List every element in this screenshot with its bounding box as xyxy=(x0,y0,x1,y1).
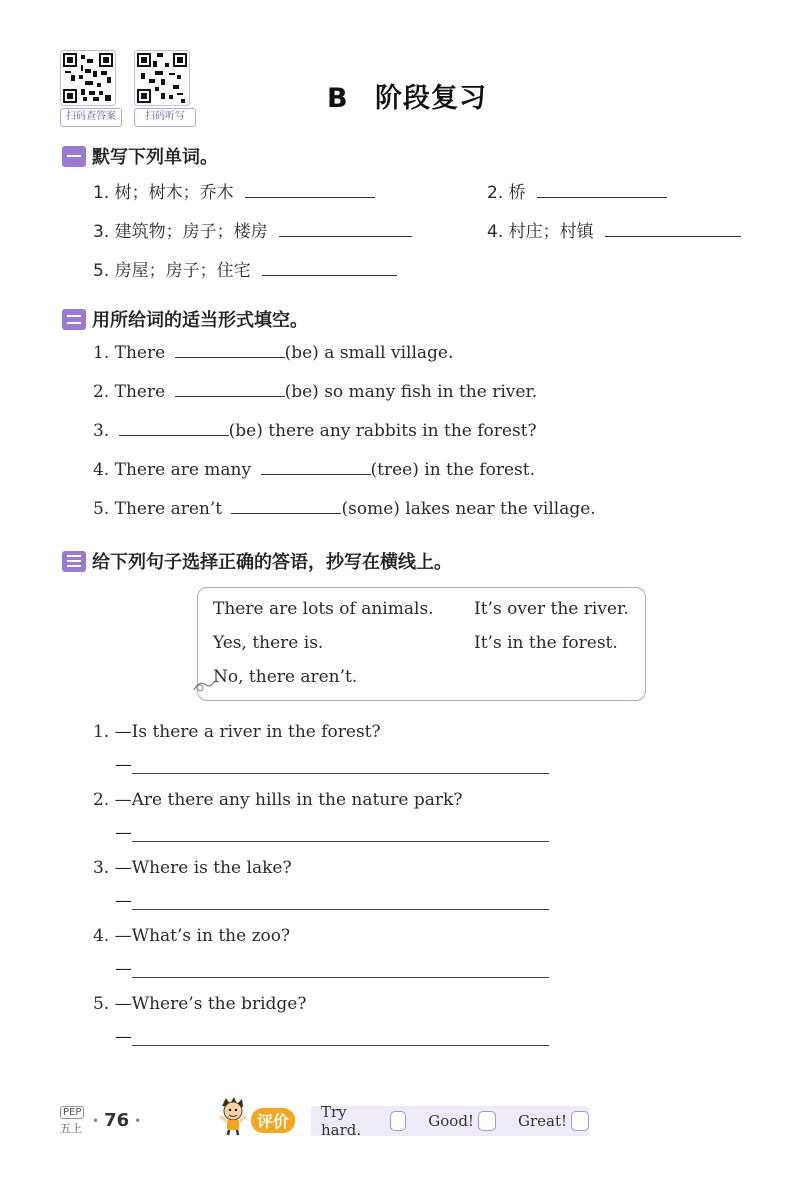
title-letter: B xyxy=(327,83,349,114)
s1-item-1 xyxy=(93,178,375,203)
answer-blank[interactable] xyxy=(262,274,397,276)
eval-bar xyxy=(311,1103,589,1139)
section-1-heading xyxy=(62,143,218,169)
section-2-badge-icon xyxy=(62,309,86,330)
page-number-block xyxy=(92,1110,141,1131)
dot-right-icon: • xyxy=(134,1113,142,1128)
section-1-badge-icon xyxy=(62,146,86,167)
checkbox[interactable] xyxy=(571,1111,589,1131)
answer-blank[interactable] xyxy=(119,434,229,436)
s3-question-5: 5. —Where’s the bridge? xyxy=(93,994,307,1014)
section-3-badge-icon xyxy=(62,551,86,572)
eval-option-label: Great! xyxy=(517,1112,567,1130)
eval-label-badge xyxy=(251,1108,295,1133)
section-3-heading xyxy=(62,548,452,574)
section-2-heading-text: 用所给词的适当形式填空。 xyxy=(92,310,308,331)
eval-label: 评价 xyxy=(257,1112,290,1131)
checkbox[interactable] xyxy=(390,1111,407,1131)
s2-item-prefix: 4. There are many xyxy=(93,460,252,480)
s2-item-suffix: (be) there any rabbits in the forest? xyxy=(228,421,537,441)
pep-label: PEP xyxy=(60,1106,84,1119)
answer-line[interactable] xyxy=(132,908,549,910)
s1-item-2 xyxy=(487,178,667,203)
s2-item-prefix: 3. xyxy=(93,421,110,441)
eval-option-label: Try hard. xyxy=(321,1103,362,1139)
eval-option-try-hard[interactable] xyxy=(321,1103,406,1139)
boy-mascot-icon xyxy=(216,1096,250,1136)
checkbox[interactable] xyxy=(478,1111,496,1131)
s3-question-2: 2. —Are there any hills in the nature park? xyxy=(93,790,463,810)
s1-item-5 xyxy=(93,256,397,281)
s3-question-4: 4. —What’s in the zoo? xyxy=(93,926,291,946)
s2-item-suffix: (be) a small village. xyxy=(284,343,454,363)
s3-question-1: 1. —Is there a river in the forest? xyxy=(93,722,381,742)
s2-item-suffix: (tree) in the forest. xyxy=(370,460,535,480)
answer-blank[interactable] xyxy=(231,512,341,514)
grade-label: 五上 xyxy=(60,1122,82,1135)
pencil-doodle-icon xyxy=(192,676,218,694)
qr-dictation-caption: 扫码听写 xyxy=(134,108,196,127)
answer-blank[interactable] xyxy=(245,196,375,198)
s1-item-label: 5. 房屋；房子；住宅 xyxy=(93,261,251,281)
s2-item-5 xyxy=(93,499,596,519)
section-3-heading-text: 给下列句子选择正确的答语，抄写在横线上。 xyxy=(92,552,452,573)
option-item: It’s in the forest. xyxy=(474,633,618,653)
page-title xyxy=(327,76,487,115)
s2-item-prefix: 2. There xyxy=(93,382,166,402)
title-text: 阶段复习 xyxy=(375,83,487,114)
s1-item-label: 3. 建筑物；房子；楼房 xyxy=(93,222,268,242)
answer-line[interactable] xyxy=(132,772,549,774)
answer-line[interactable] xyxy=(132,976,549,978)
answer-blank[interactable] xyxy=(175,356,285,358)
answer-options-box xyxy=(197,587,646,701)
eval-option-good[interactable] xyxy=(428,1111,496,1131)
answer-dash: — xyxy=(115,823,132,843)
page-number: 76 xyxy=(104,1110,130,1131)
s1-item-label: 1. 树；树木；乔木 xyxy=(93,183,234,203)
qr-dictation-block[interactable] xyxy=(134,50,196,127)
answer-dash: — xyxy=(115,1027,132,1047)
answer-dash: — xyxy=(115,891,132,911)
answer-dash: — xyxy=(115,959,132,979)
answer-blank[interactable] xyxy=(261,473,371,475)
option-item: Yes, there is. xyxy=(213,633,324,653)
qr-code-icon xyxy=(134,50,190,106)
s2-item-prefix: 1. There xyxy=(93,343,166,363)
answer-line[interactable] xyxy=(132,840,549,842)
s2-item-suffix: (be) so many fish in the river. xyxy=(284,382,538,402)
answer-line[interactable] xyxy=(132,1044,549,1046)
s1-item-label: 4. 村庄；村镇 xyxy=(487,222,594,242)
s1-item-3 xyxy=(93,217,412,242)
answer-dash: — xyxy=(115,755,132,775)
s2-item-3 xyxy=(93,421,537,441)
option-item: It’s over the river. xyxy=(474,599,629,619)
eval-option-great[interactable] xyxy=(518,1111,589,1131)
qr-code-icon xyxy=(60,50,116,106)
answer-blank[interactable] xyxy=(279,235,412,237)
dot-left-icon: • xyxy=(92,1113,100,1128)
s1-item-label: 2. 桥 xyxy=(487,183,526,203)
answer-blank[interactable] xyxy=(537,196,667,198)
s1-item-4 xyxy=(487,217,741,242)
qr-answer-block[interactable] xyxy=(60,50,122,127)
grade-tag xyxy=(60,1106,84,1136)
s2-item-suffix: (some) lakes near the village. xyxy=(341,499,596,519)
qr-answer-caption: 扫码查答案 xyxy=(60,108,122,127)
section-2-heading xyxy=(62,306,308,332)
section-1-heading-text: 默写下列单词。 xyxy=(92,147,218,168)
s2-item-prefix: 5. There aren’t xyxy=(93,499,223,519)
s2-item-1 xyxy=(93,343,453,363)
answer-blank[interactable] xyxy=(175,395,285,397)
answer-blank[interactable] xyxy=(605,235,741,237)
s2-item-4 xyxy=(93,460,535,480)
option-item: No, there aren’t. xyxy=(213,667,358,687)
s3-question-3: 3. —Where is the lake? xyxy=(93,858,292,878)
option-item: There are lots of animals. xyxy=(213,599,434,619)
eval-option-label: Good! xyxy=(428,1112,474,1130)
s2-item-2 xyxy=(93,382,537,402)
